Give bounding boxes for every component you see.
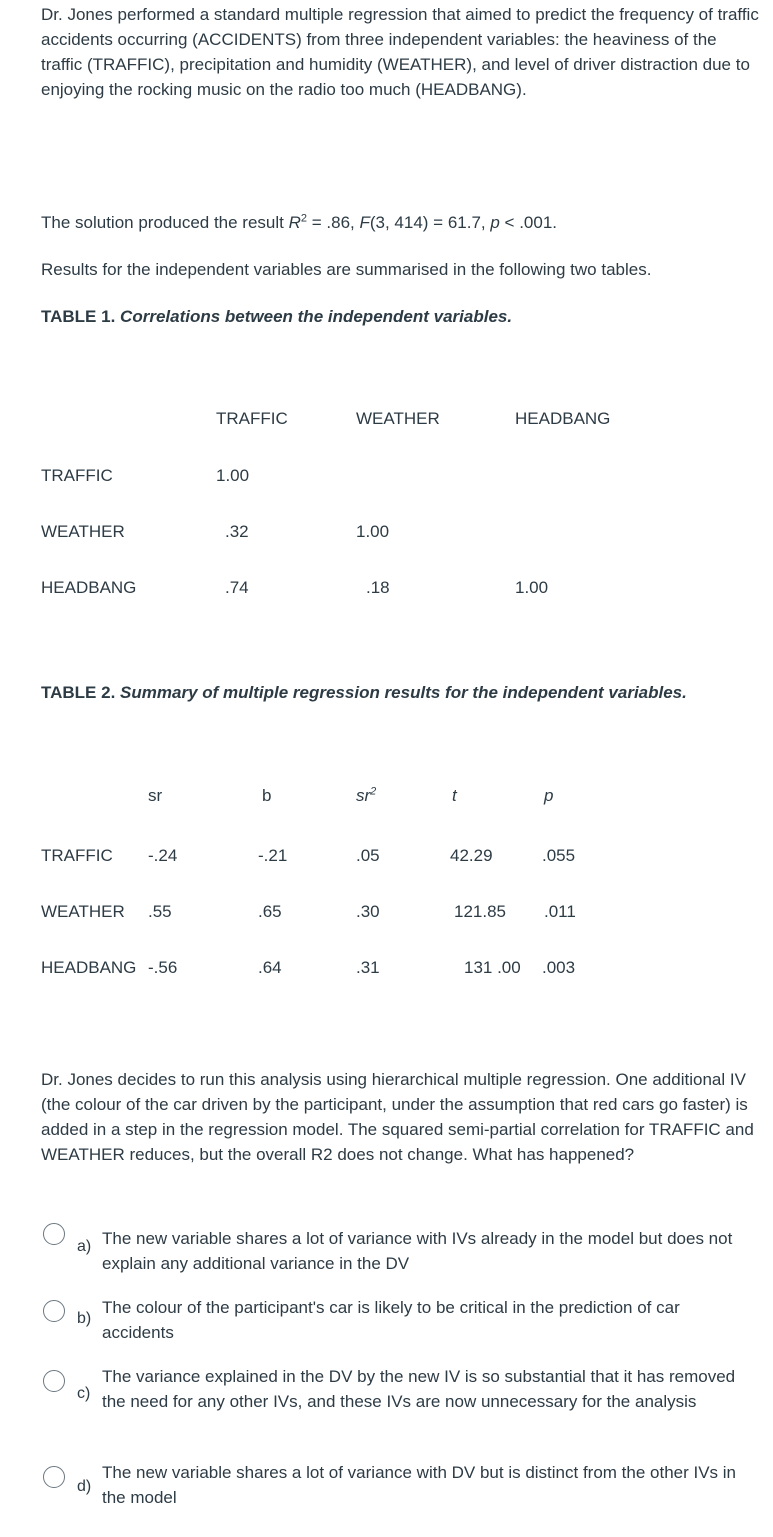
question-text: Dr. Jones decides to run this analysis using hierarchical multiple regression. One additional IV (the colour of the car driven by the participant, under the assumption that red cars go faster) is added in a step in the regression model. The squared semi-partial correlation for TRAFFIC and WEATHER reduces, but the overall R2 does not change. What has happened? [41, 1070, 754, 1164]
table1-row-label: TRAFFIC [41, 466, 113, 485]
option-d-radio[interactable] [43, 1466, 65, 1488]
table1-row-label: HEADBANG [41, 578, 137, 597]
option-d-text[interactable]: The new variable shares a lot of variance with DV but is distinct from the other IVs in the model [102, 1463, 737, 1507]
table2-header-p: p [544, 786, 554, 805]
table1-row-label: WEATHER [41, 522, 125, 541]
option-c-radio[interactable] [43, 1370, 65, 1392]
intro-paragraph: Dr. Jones performed a standard multiple regression that aimed to predict the frequency of traffic accidents occurring (ACCIDENTS) from three independent variables: the heaviness of the traffic (TRAFFIC), precipitation and humidity (WEATHER), and level of driver distraction due to enjoying the rocking music on the radio too much (HEADBANG). [41, 5, 759, 99]
table2-cell-b: .65 [258, 902, 282, 921]
table2-caption-text: Summary of multiple regression results for the independent variables. [120, 683, 687, 702]
table1-header-traffic: TRAFFIC [216, 409, 288, 428]
table2-cell-p: .003 [542, 958, 576, 977]
table2-label: TABLE 2. [41, 683, 116, 702]
result-prefix: The solution produced the result [41, 213, 289, 232]
table2-cell-b: -.21 [258, 846, 288, 865]
table1-caption [41, 304, 761, 329]
option-b-radio[interactable] [43, 1300, 65, 1322]
table2-header-b: b [262, 786, 272, 805]
table1-header-weather: WEATHER [356, 409, 440, 428]
r-symbol: R [288, 213, 301, 232]
option-c-letter: c) [77, 1385, 91, 1402]
table1-cell: .32 [225, 522, 249, 541]
f-symbol: F [359, 213, 370, 232]
results-intro: Results for the independent variables are summarised in the following two tables. [41, 260, 652, 279]
option-a-radio[interactable] [43, 1223, 65, 1245]
table1-caption-text: Correlations between the independent variables. [120, 307, 513, 326]
table2-cell-sr: -.24 [148, 846, 178, 865]
table2-row-label: TRAFFIC [41, 846, 113, 865]
sr2-exponent: 2 [370, 785, 377, 798]
table2-cell-p: .055 [542, 846, 576, 865]
table1-label: TABLE 1. [41, 307, 116, 326]
table2-cell-sr2: .05 [356, 846, 380, 865]
r-value: = .86, [307, 213, 360, 232]
table1-cell: 1.00 [216, 466, 250, 485]
table2-cell-sr: .55 [148, 902, 172, 921]
table2-cell-sr: -.56 [148, 958, 178, 977]
sr2-base: sr [356, 786, 371, 805]
table2-cell-p: .011 [544, 902, 576, 921]
r-exponent: 2 [300, 212, 308, 225]
option-a-letter: a) [77, 1238, 92, 1255]
table2-header-t: t [452, 786, 457, 805]
table2-cell-t: 42.29 [450, 846, 493, 865]
option-a-text[interactable]: The new variable shares a lot of variance with IVs already in the model but does not explain any additional variance in the DV [102, 1229, 733, 1273]
table2-cell-t: 131 .00 [464, 958, 521, 977]
p-value: < .001. [499, 213, 558, 232]
table2-cell-t: 121.85 [454, 902, 506, 921]
table2-cell-sr2: .30 [356, 902, 380, 921]
p-symbol: p [490, 213, 500, 232]
table2-row-label: WEATHER [41, 902, 125, 921]
table2-cell-sr2: .31 [356, 958, 380, 977]
table2-header-sr: sr [148, 786, 163, 805]
table1-cell: 1.00 [356, 522, 390, 541]
regression-result [41, 210, 761, 235]
option-c-text[interactable]: The variance explained in the DV by the new IV is so substantial that it has removed the need for any other IVs, and these IVs are now unnecessary for the analysis [102, 1367, 736, 1411]
table2-caption [41, 680, 761, 705]
option-b-letter: b) [77, 1310, 92, 1327]
table2-header-sr2 [356, 785, 376, 807]
f-value: (3, 414) = 61.7, [369, 213, 491, 232]
option-d-letter: d) [77, 1478, 92, 1495]
table1-cell: .18 [366, 578, 390, 597]
option-b-text[interactable]: The colour of the participant's car is likely to be critical in the prediction of car accidents [102, 1298, 680, 1342]
table1-cell: 1.00 [515, 578, 549, 597]
table2-cell-b: .64 [258, 958, 282, 977]
table1-cell: .74 [225, 578, 249, 597]
table2-row-label: HEADBANG [41, 958, 137, 977]
table1-header-headbang: HEADBANG [515, 409, 611, 428]
